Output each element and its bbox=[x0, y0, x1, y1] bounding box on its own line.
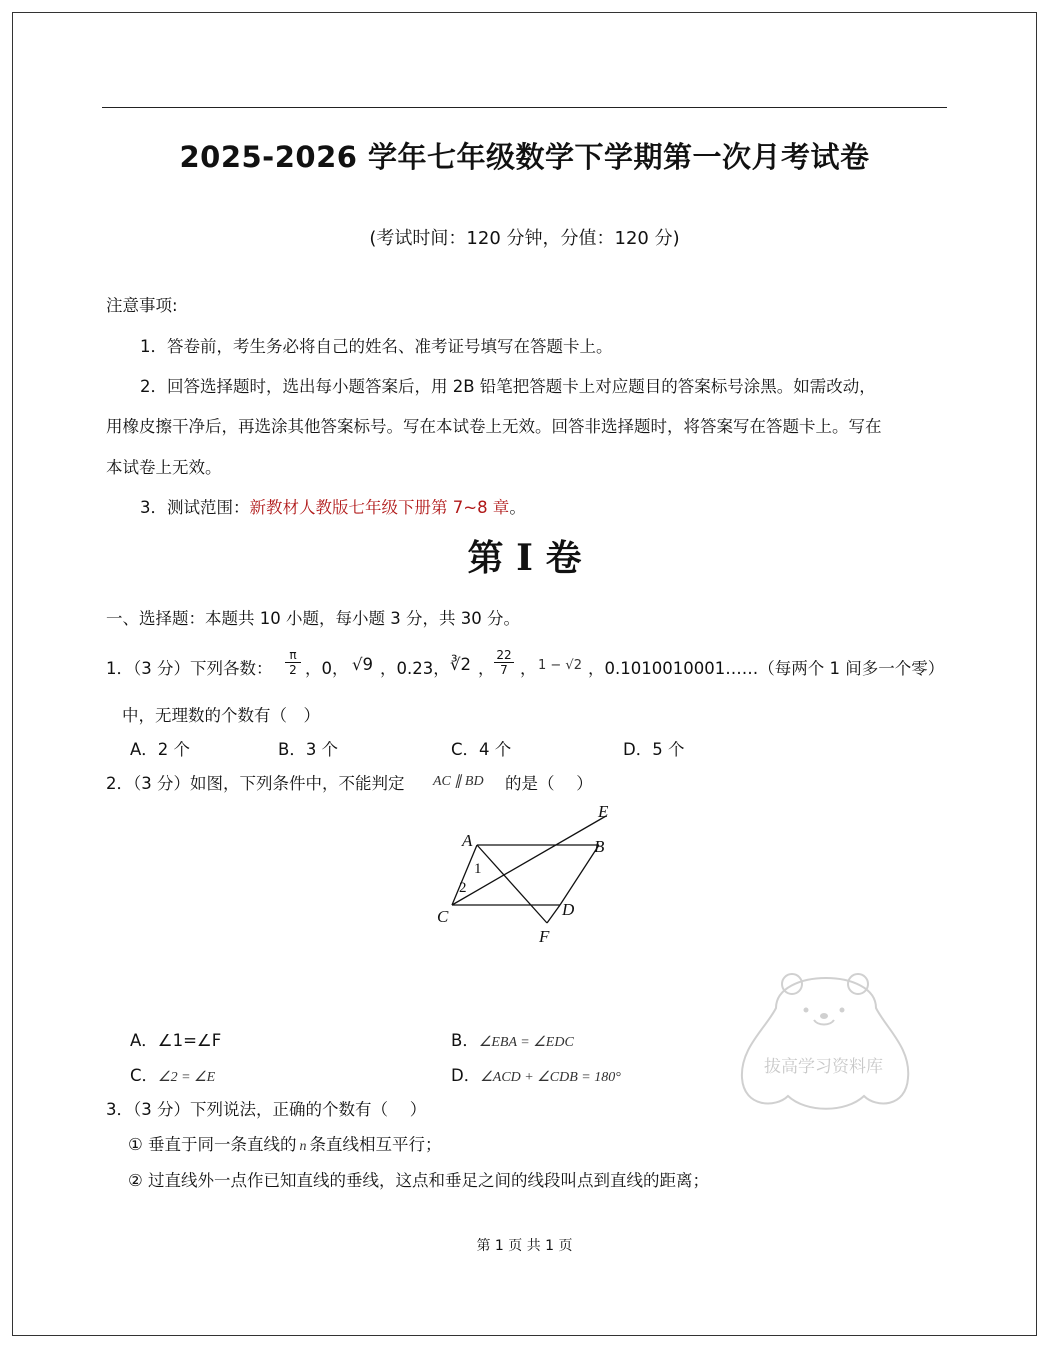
page-footer: 第 1 页 共 1 页 bbox=[476, 1238, 573, 1254]
q3-stem: 3．（3 分）下列说法，正确的个数有（ ） bbox=[106, 1100, 427, 1119]
q2-suffix: 的是（ ） bbox=[505, 774, 593, 793]
notice-item-3-suffix: 。 bbox=[509, 498, 526, 517]
q2-option-c[interactable] bbox=[130, 1062, 215, 1086]
q1-prefix: 1．（3 分）下列各数： bbox=[106, 659, 273, 678]
q1-sqrt-9: √9 bbox=[352, 655, 374, 674]
option-letter: D． bbox=[451, 1066, 481, 1085]
notice-item-3-prefix: 3．测试范围： bbox=[140, 498, 250, 517]
q1-part-2: ，0.23， bbox=[380, 659, 450, 678]
line-fd bbox=[547, 905, 560, 923]
q1-option-d[interactable]: D．5 个 bbox=[623, 740, 685, 759]
option-letter: B． bbox=[451, 1031, 479, 1050]
q1-option-a[interactable]: A．2 个 bbox=[130, 740, 191, 759]
fraction-denominator: 7 bbox=[500, 663, 508, 677]
notice-item-2-line-3: 本试卷上无效。 bbox=[106, 458, 222, 477]
label-c: C bbox=[437, 907, 449, 926]
label-angle-1: 1 bbox=[474, 861, 482, 877]
test-scope: 新教材人教版七年级下册第 7~8 章 bbox=[249, 498, 510, 517]
q1-fraction-22-over-7 bbox=[494, 648, 514, 677]
option-expression: ∠2 = ∠E bbox=[158, 1070, 216, 1085]
bear-watermark-icon bbox=[736, 968, 916, 1118]
watermark-text: 拔高学习资料库 bbox=[764, 1057, 883, 1077]
option-expression: ∠EBA = ∠EDC bbox=[478, 1035, 574, 1050]
q3-item-2: ② 过直线外一点作已知直线的垂线，这点和垂足之间的线段叫点到直线的距离； bbox=[128, 1171, 710, 1190]
exam-title: 2025-2026 学年七年级数学下学期第一次月考试卷 bbox=[179, 140, 870, 174]
option-expression: ∠ACD + ∠CDB = 180° bbox=[480, 1070, 621, 1085]
fraction-denominator: 2 bbox=[289, 663, 297, 677]
fraction-numerator: 22 bbox=[494, 648, 514, 663]
q1-sep-3: ， bbox=[520, 659, 537, 678]
q2-prefix: 2．（3 分）如图，下列条件中，不能判定 bbox=[106, 774, 405, 793]
notice-item-3 bbox=[140, 494, 526, 518]
notice-item-2-line-2: 用橡皮擦干净后，再选涂其他答案标号。写在本试卷上无效。回答非选择题时，将答案写在答题卡上。写在 bbox=[106, 417, 882, 436]
q3-item-1 bbox=[128, 1131, 442, 1155]
label-a: A bbox=[462, 831, 473, 850]
q3-item-1-var: n bbox=[299, 1139, 307, 1154]
q2-geometry-figure bbox=[420, 798, 630, 948]
volume-title: 第 I 卷 bbox=[467, 537, 582, 579]
q3-item-1-post: 条直线相互平行； bbox=[309, 1135, 442, 1154]
option-letter: C． bbox=[130, 1066, 159, 1085]
notice-heading: 注意事项: bbox=[106, 296, 178, 315]
notice-item-2-line-1: 2．回答选择题时，选出每小题答案后，用 2B 铅笔把答题卡上对应题目的答案标号涂黑。如需改动， bbox=[140, 377, 876, 396]
q2-option-a[interactable]: A．∠1=∠F bbox=[130, 1031, 222, 1050]
q2-option-d[interactable] bbox=[451, 1062, 621, 1086]
fraction-numerator: π bbox=[285, 648, 301, 663]
q1-line-2: 中，无理数的个数有（ ） bbox=[122, 706, 320, 725]
q2-condition: AC ∥ BD bbox=[433, 774, 484, 789]
q1-option-c[interactable]: C．4 个 bbox=[451, 740, 512, 759]
q3-item-1-pre: ① 垂直于同一条直线的 bbox=[128, 1135, 297, 1154]
label-e: E bbox=[598, 802, 609, 821]
label-angle-2: 2 bbox=[459, 880, 467, 896]
q1-sep-2: ， bbox=[478, 659, 495, 678]
notice-item-1: 1．答卷前，考生务必将自己的姓名、准考证号填写在答题卡上。 bbox=[140, 337, 613, 356]
exam-subtitle: (考试时间：120 分钟，分值：120 分) bbox=[369, 228, 680, 249]
label-f: F bbox=[539, 927, 550, 946]
q1-sep-1: ，0， bbox=[305, 659, 349, 678]
label-b: B bbox=[594, 837, 605, 856]
q1-fraction-pi-over-2 bbox=[285, 648, 301, 677]
q1-cbrt-2: ∛2 bbox=[450, 655, 472, 674]
q1-part-3: ，0.1010010001……（每两个 1 间多一个零） bbox=[588, 659, 945, 678]
q2-option-b[interactable] bbox=[451, 1027, 574, 1051]
q1-expression: 1 − √2 bbox=[538, 658, 582, 673]
q1-option-b[interactable]: B．3 个 bbox=[278, 740, 339, 759]
header-rule bbox=[102, 107, 947, 108]
label-d: D bbox=[562, 900, 575, 919]
section-1-heading: 一、选择题：本题共 10 小题，每小题 3 分，共 30 分。 bbox=[106, 609, 520, 628]
